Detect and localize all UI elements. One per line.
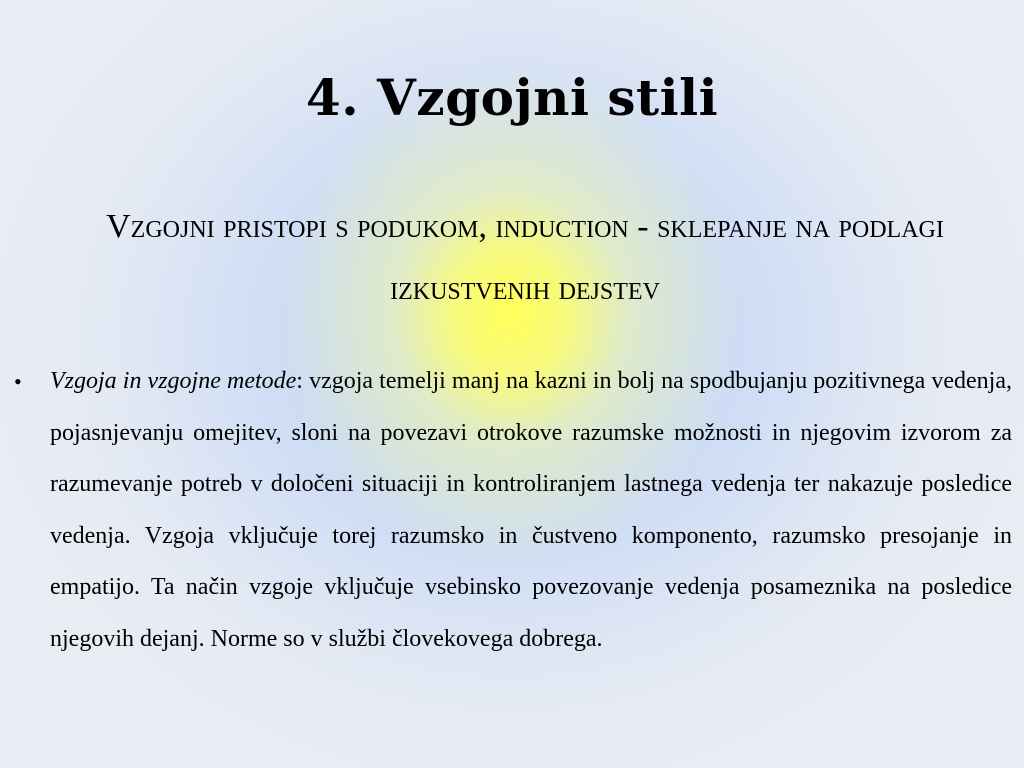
slide-subtitle bbox=[40, 196, 1010, 320]
bullet-marker: • bbox=[14, 369, 22, 394]
subtitle-text: Vzgojni pristopi s podukom, induction - sklepanje na podlagi izkustvenih dejstev bbox=[106, 208, 944, 307]
bullet-lead-term: Vzgoja in vzgojne metode bbox=[50, 368, 297, 394]
bullet-text: : vzgoja temelji manj na kazni in bolj na spodbujanju pozitivnega vedenja, pojasnjevanju omejitev, sloni na povezavi otrokove razumske možnosti in njegovim izvorom za razumevanje potreb v določeni situaciji in kontroliranjem lastnega vedenja ter nakazuje posledice vedenja. Vzgoja vključuje torej razumsko in čustveno komponento, razumsko presojanje in empatijo. Ta način vzgoje vključuje vsebinsko povezovanje vedenja posameznika na posledice njegovih dejanj. Norme so v službi človekovega dobrega. bbox=[50, 368, 1013, 652]
bullet-list bbox=[14, 356, 1012, 665]
bullet-item bbox=[14, 356, 1012, 665]
slide-title: 4. Vzgojni stili bbox=[305, 68, 719, 127]
